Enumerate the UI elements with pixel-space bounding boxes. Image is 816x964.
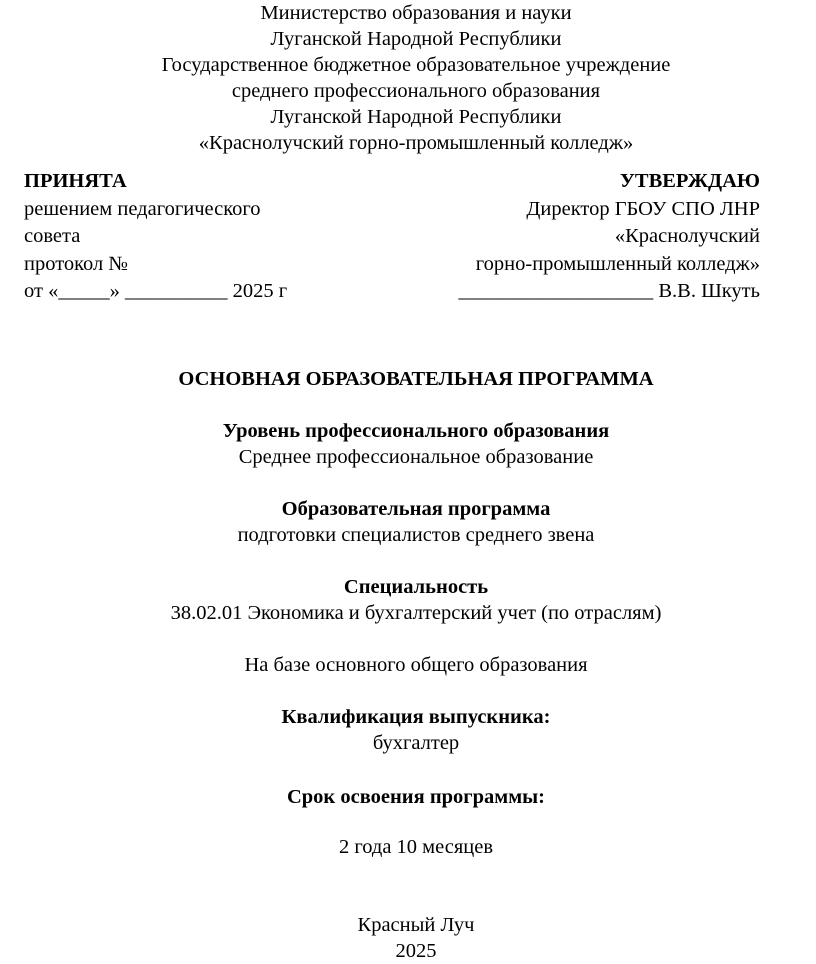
accepted-line-1: решением педагогического bbox=[24, 197, 261, 220]
header-line-4: среднего профессионального образования bbox=[231, 80, 601, 102]
education-level-section bbox=[0, 418, 816, 470]
institution-header bbox=[0, 0, 816, 156]
qualification-section bbox=[0, 704, 816, 756]
base-education: На базе основного общего образования bbox=[244, 654, 588, 676]
duration-label: Срок освоения программы: bbox=[286, 786, 546, 808]
approval-block bbox=[24, 168, 760, 306]
qualification-value: бухгалтер bbox=[372, 732, 460, 754]
specialty-label: Специальность bbox=[343, 576, 489, 598]
accepted-heading: ПРИНЯТА bbox=[24, 170, 127, 192]
specialty-section bbox=[0, 574, 816, 626]
qualification-label: Квалификация выпускника: bbox=[281, 706, 551, 728]
header-line-1: Министерство образования и науки bbox=[260, 2, 572, 24]
header-line-6: «Краснолучский горно-промышленный колледж» bbox=[198, 132, 634, 154]
approve-heading: УТВЕРЖДАЮ bbox=[619, 170, 760, 192]
approve-line-3: горно-промышленный колледж» bbox=[475, 252, 760, 275]
footer bbox=[0, 912, 816, 964]
duration-value: 2 года 10 месяцев bbox=[338, 836, 494, 858]
program-value: подготовки специалистов среднего звена bbox=[237, 524, 595, 546]
header-line-5: Луганской Народной Республики bbox=[270, 106, 562, 128]
approval-row-3 bbox=[24, 251, 760, 279]
approval-row-2 bbox=[24, 223, 760, 251]
accepted-line-2: совета bbox=[24, 225, 81, 247]
footer-year: 2025 bbox=[395, 940, 437, 962]
header-line-3: Государственное бюджетное образовательное учреждение bbox=[161, 54, 671, 76]
accepted-date-line: от «_____» __________ 2025 г bbox=[24, 280, 288, 302]
accepted-line-3: протокол № bbox=[24, 252, 128, 275]
director-signature-line: ___________________ В.В. Шкуть bbox=[458, 280, 760, 302]
footer-city: Красный Луч bbox=[357, 914, 475, 936]
education-level-value: Среднее профессиональное образование bbox=[238, 446, 594, 468]
program-label: Образовательная программа bbox=[281, 498, 551, 520]
education-level-label: Уровень профессионального образования bbox=[222, 420, 610, 442]
approval-row-4 bbox=[24, 278, 760, 306]
specialty-value: 38.02.01 Экономика и бухгалтерский учет (по отраслям) bbox=[170, 602, 662, 624]
program-section bbox=[0, 496, 816, 548]
approval-heading-row bbox=[24, 168, 760, 196]
approval-row-1 bbox=[24, 196, 760, 224]
approve-line-2: «Краснолучский bbox=[614, 225, 760, 247]
document-title: ОСНОВНАЯ ОБРАЗОВАТЕЛЬНАЯ ПРОГРАММА bbox=[178, 368, 654, 390]
approve-line-1: Директор ГБОУ СПО ЛНР bbox=[526, 197, 760, 220]
header-line-2: Луганской Народной Республики bbox=[270, 28, 562, 50]
